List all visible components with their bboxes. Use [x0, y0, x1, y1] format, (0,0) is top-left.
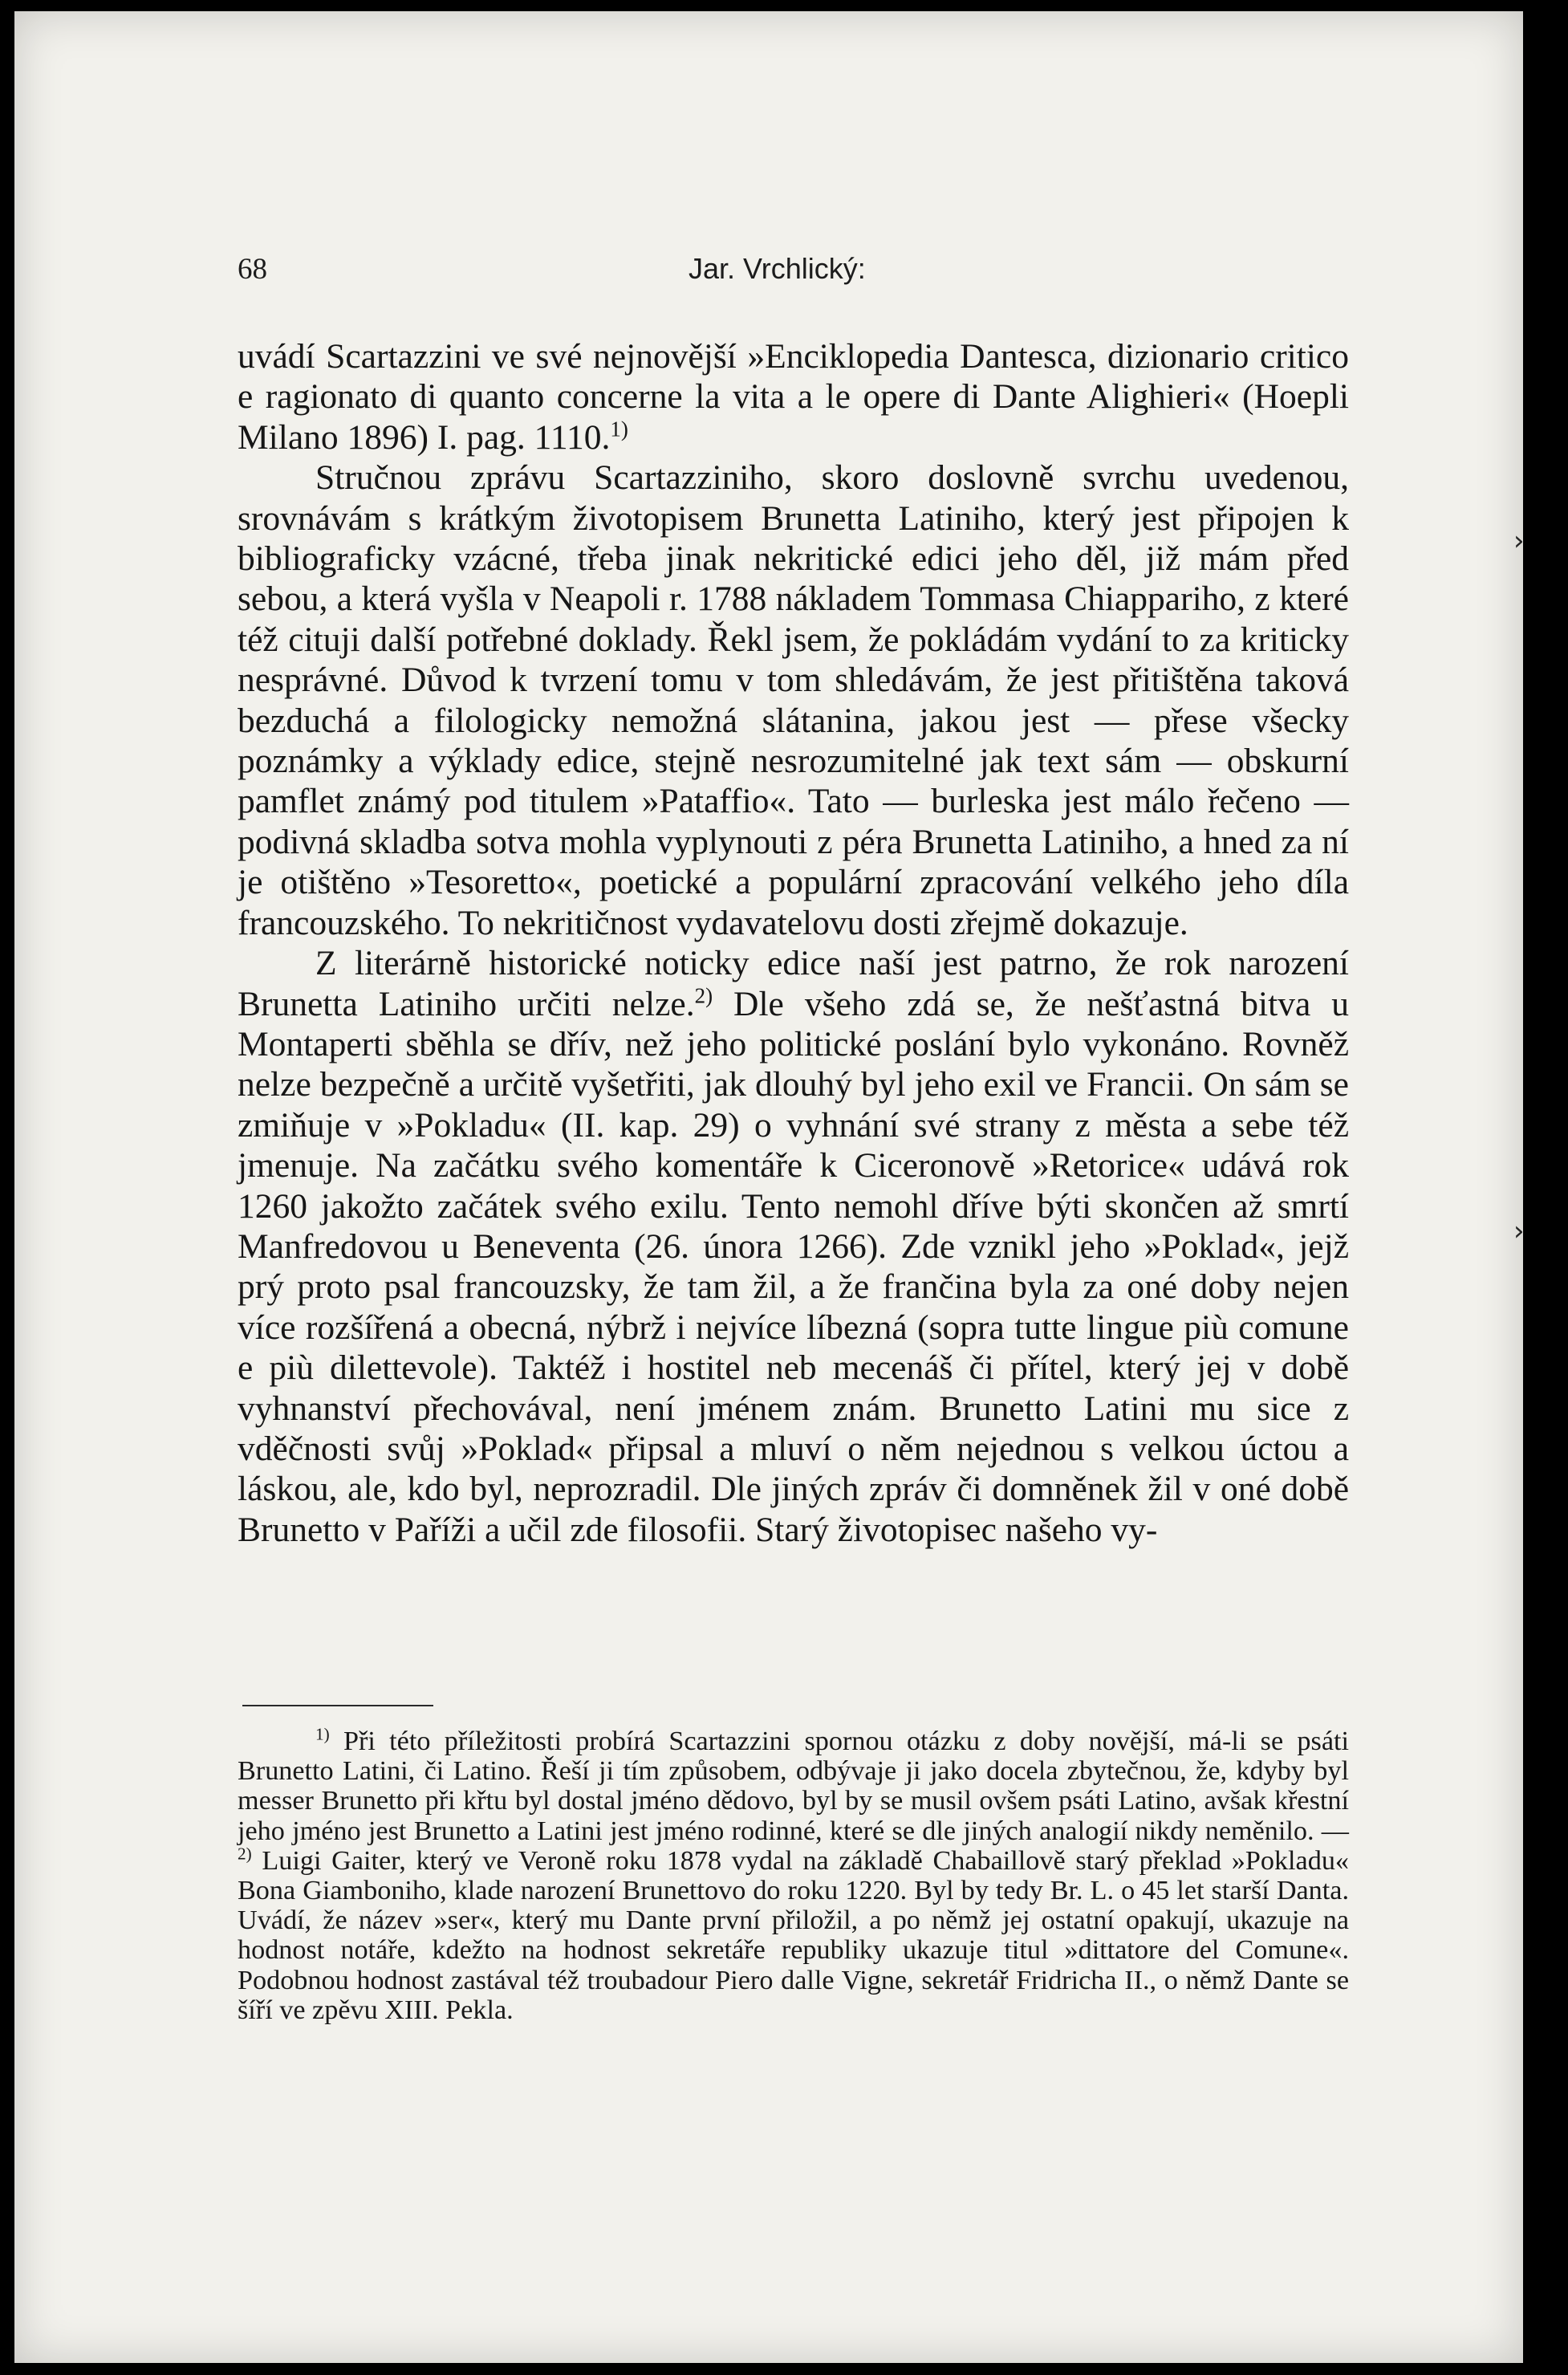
footnote — [238, 1726, 1349, 2025]
footnote-text: Luigi Gaiter, který ve Veroně roku 1878 vydal na základě Chabaillově starý překlad »Pokladu« Bona Giamboniho, klade narození Brunettovo do roku 1220. Byl by tedy Br. L. o 45 let starší Danta. Uvádí, že název »ser«, který mu Dante první přiložil, a po němž jej ostatní opakují, ukazuje na hodnost notáře, kdežto na hodnost sekretáře republiky ukazuje titul »dittatore del Comune«. Podobnou hodnost zastával též troubadour Piero dalle Vigne, sekretář Fridricha II., o němž Dante se šíří ve zpěvu XIII. Pekla. — [238, 1845, 1350, 2025]
footnote-marker: 2) — [238, 1844, 252, 1864]
body-text — [238, 336, 1349, 1550]
paragraph: Stručnou zprávu Scartazziniho, skoro doslovně svrchu uvedenou, srovnávám s krátkým životopisem Brunetta Latiniho, který jest připojen k bibliograficky vzácné, třeba jinak nekritické edici jeho děl, již mám před sebou, a která vyšla v Neapoli r. 1788 nákladem Tommasa Chiappariho, z které též cituji další potřebné doklady. Řekl jsem, že pokládám vydání to za kriticky nesprávné. Důvod k tvrzení tomu v tom shledávám, že jest přitištěna taková bezduchá a filologicky nemožná slátanina, jakou jest — přese všecky poznámky a výklady edice, stejně nesrozumitelné jak text sám — obskurní pamflet známý pod titulem »Pataffio«. Tato — burleska jest málo řečeno — podivná skladba sotva mohla vyplynouti z péra Brunetta Latiniho, a hned za ní je otištěno »Tesoretto«, poetické a populární zpracování velkého jeho díla francouzského. To nekritičnost vydavatelovu dosti zřejmě dokazuje. — [238, 458, 1349, 942]
footnotes — [238, 1726, 1349, 2025]
paragraph-text: uvádí Scartazzini ve své nejnovější »Enciklopedia Dantesca, dizionario critico e ragionato di quanto concerne la vita a le opere di Dante Alighieri« (Hoepli Milano 1896) I. pag. 1110. — [238, 337, 1349, 457]
footnote-divider — [242, 1705, 433, 1706]
paragraph — [238, 336, 1349, 458]
page-number: 68 — [238, 253, 267, 286]
paragraph — [238, 943, 1349, 1550]
margin-mark: › — [1513, 1215, 1525, 1247]
footnote-ref: 2) — [694, 983, 713, 1007]
footnote-ref: 1) — [610, 417, 628, 441]
paragraph-text: Dle všeho zdá se, že nešťastná bitva u Montaperti sběhla se dřív, než jeho politické poslání bylo vykonáno. Rovněž nelze bezpečně a určitě vyšetřiti, jak dlouhý byl jeho exil ve Francii. On sám se zmiňuje v »Pokladu« (II. kap. 29) o vyhnání své strany z města a sebe též jmenuje. Na začátku svého komentáře k Ciceronově »Retorice« udává rok 1260 jakožto začátek svého exilu. Tento nemohl dříve býti skončen až smrtí Manfredovou u Beneventa (26. února 1266). Zde vznikl jeho »Poklad«, jejž prý proto psal francouzsky, že tam žil, a že frančina byla za oné doby nejen více rozšířená a obecná, nýbrž i nejvíce líbezná (sopra tutte lingue più comune e più dilettevole). Taktéž i hostitel neb mecenáš či přítel, který jej v době vyhnanství přechovával, není jménem znám. Brunetto Latini mu sice z vděčnosti svůj »Poklad« připsal a mluví o něm nejednou s velkou úctou a láskou, ale, kdo byl, neprozradil. Dle jiných zpráv či domněnek žil v oné době Brunetto v Paříži a učil zde filosofii. Starý životopisec našeho vy- — [238, 984, 1350, 1549]
paragraph-text: Z literárně historické noticky edice naší jest patrno, že rok narození Brunetta Latiniho určiti nelze. — [238, 944, 1349, 1023]
book-page — [14, 11, 1523, 2363]
page-header — [238, 252, 1349, 297]
margin-mark: › — [1513, 525, 1525, 557]
running-title: Jar. Vrchlický: — [689, 252, 866, 285]
footnote-marker: 1) — [315, 1724, 330, 1744]
footnote-text: Při této příležitosti probírá Scartazzini spornou otázku z doby novější, má-li se psáti Brunetto Latini, či Latino. Řeší ji tím způsobem, odbývaje ji jako docela zbytečnou, že, kdyby byl messer Brunetto při křtu byl dostal jméno dědovo, byl by se musil ovšem psáti Latino, avšak křestní jeho jméno jest Brunetto a Latini jest jméno rodinné, které se dle jiných analogií nikdy neměnilo. — — [238, 1726, 1349, 1846]
